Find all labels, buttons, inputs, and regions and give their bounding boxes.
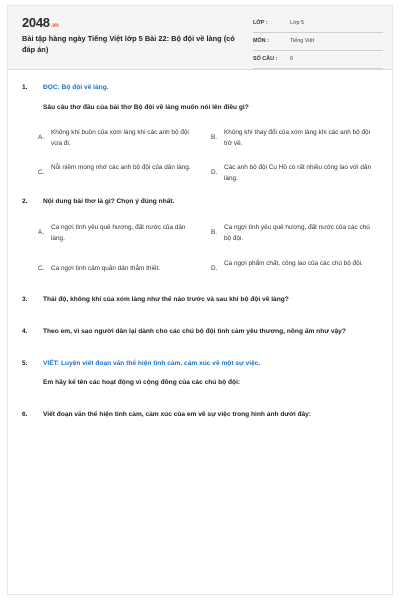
question-text: VIẾT: Luyện viết đoạn văn thể hiện tình cảm, cảm xúc về một sự việc. bbox=[43, 360, 261, 367]
option-text: Ca ngợi phẩm chất, công lao của các chú bộ đội. bbox=[224, 260, 363, 267]
option-letter: C. bbox=[38, 169, 45, 176]
meta-value: Lớp 5 bbox=[290, 20, 305, 26]
question-number: 2. bbox=[22, 198, 28, 205]
worksheet-header bbox=[8, 6, 392, 70]
question-text: ĐỌC: Bộ đội về làng. bbox=[43, 84, 109, 91]
option-letter: A. bbox=[38, 229, 45, 236]
option-letter: D. bbox=[211, 265, 218, 272]
question-number: 6. bbox=[22, 411, 28, 418]
option-letter: C. bbox=[38, 265, 45, 272]
worksheet-title: Bài tập hàng ngày Tiếng Việt lớp 5 Bài 22: Bộ đội về làng (có đáp án) bbox=[22, 34, 235, 54]
meta-value: Tiếng Việt bbox=[290, 38, 314, 44]
question-text: Thái độ, không khí của xóm làng như thế nào trước và sau khi bộ đội về làng? bbox=[43, 296, 289, 303]
question-number: 4. bbox=[22, 328, 28, 335]
worksheet-page bbox=[7, 5, 393, 595]
question-number: 5. bbox=[22, 360, 28, 367]
worksheet-meta bbox=[253, 16, 383, 70]
question-text: Nội dung bài thơ là gì? Chọn ý đúng nhất. bbox=[43, 198, 175, 205]
question-number: 1. bbox=[22, 84, 28, 91]
option-text: Không khí buồn của xóm làng khi các anh bộ đội vừa đi. bbox=[51, 129, 189, 147]
option-text: Ca ngợi tình cảm quân dân thắm thiết. bbox=[51, 265, 160, 272]
question-1-prompt: Sâu câu thơ đầu của bài thơ Bộ đội về làng muốn nói lên điều gì? bbox=[43, 104, 249, 111]
question-text: Viết đoạn văn thể hiện tình cảm, cảm xúc của em về sự việc trong hình ảnh dưới đây: bbox=[43, 411, 312, 418]
option-letter: B. bbox=[211, 134, 218, 141]
meta-row-count bbox=[253, 52, 383, 69]
option-letter: B. bbox=[211, 229, 218, 236]
question-5-prompt: Em hãy kể tên các hoạt động vì cộng đồng của các chú bộ đội: bbox=[43, 379, 241, 386]
option-text: Các anh bộ đội Cụ Hồ có rất nhiều công lao với dân làng. bbox=[224, 164, 372, 182]
option-letter: D. bbox=[211, 169, 218, 176]
site-logo[interactable]: 2048.vn bbox=[22, 15, 59, 30]
question-number: 3. bbox=[22, 296, 28, 303]
option-text: Nỗi niềm mong nhớ các anh bộ đội của dân làng. bbox=[51, 164, 191, 171]
option-text: Không khí thay đổi của xóm làng khi các anh bộ đội trở về. bbox=[224, 129, 371, 147]
meta-row-subject bbox=[253, 34, 383, 51]
option-text: Ca ngợi tình yêu quê hương, đất nước của dân làng. bbox=[51, 224, 186, 242]
meta-label: MÔN : bbox=[253, 38, 269, 44]
meta-row-class bbox=[253, 16, 383, 33]
option-letter: A. bbox=[38, 134, 45, 141]
question-text: Theo em, vì sao người dân lại dành cho các chú bộ đội tình cảm yêu thương, nồng ấm như vậy? bbox=[43, 328, 346, 335]
option-text: Ca ngợi tình yêu quê hương, đất nước của các chú bộ đội. bbox=[224, 224, 370, 242]
meta-label: LỚP : bbox=[253, 20, 268, 26]
meta-label: SỐ CÂU : bbox=[253, 56, 278, 62]
meta-value: 6 bbox=[290, 56, 293, 62]
